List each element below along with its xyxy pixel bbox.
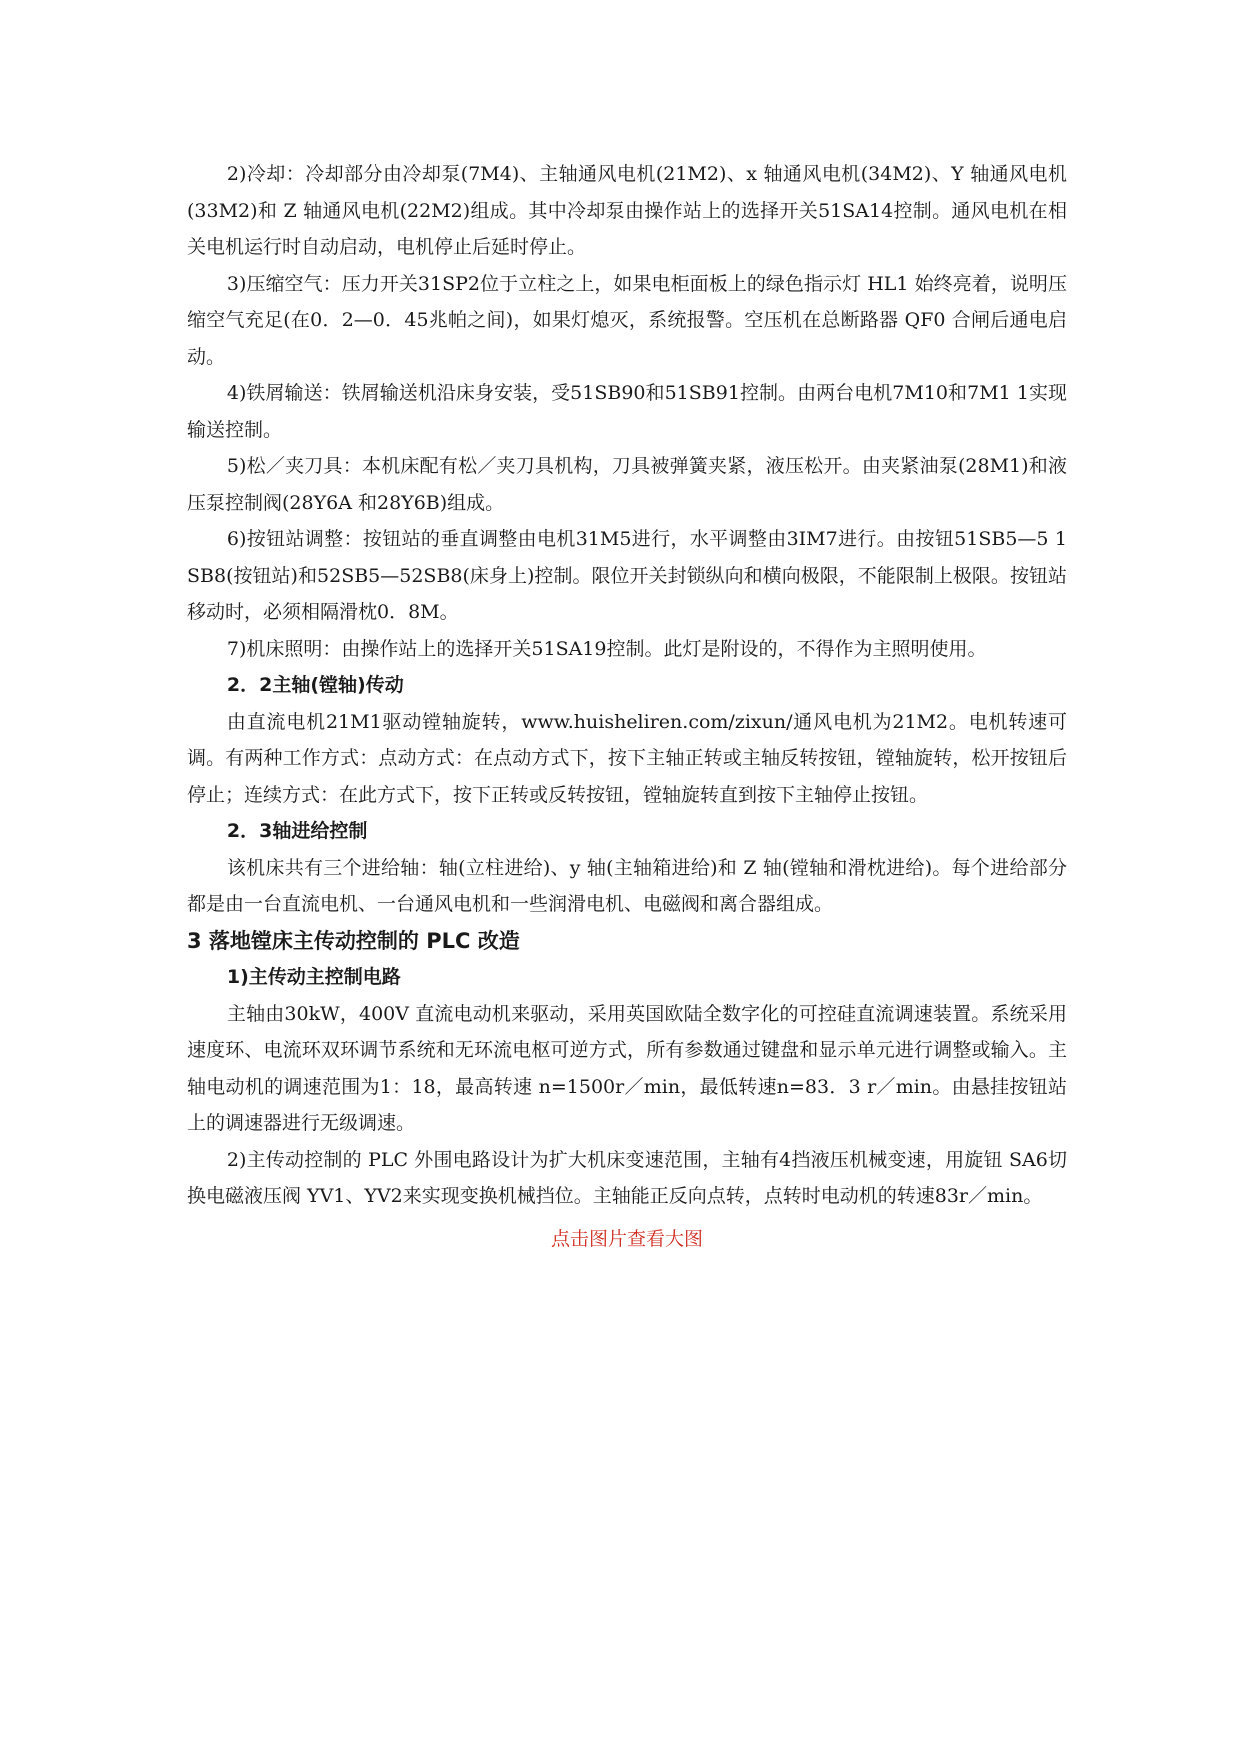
section-heading-2-3: 2．3轴进给控制: [226, 820, 368, 842]
view-large-image-link[interactable]: 点击图片查看大图: [550, 1227, 703, 1250]
paragraph-cooling: 2)冷却：冷却部分由冷却泵(7M4)、主轴通风电机(21M2)、x 轴通风电机(34M2)、Y 轴通风电机(33M2)和 Z 轴通风电机(22M2)组成。其中冷却泵由操作站上的选择开关51SA14控制。通风电机在相关电机运行时自动启动，电机停止后延时停止。: [187, 163, 1067, 258]
paragraph-feed-axes: 该机床共有三个进给轴：轴(立柱进给)、y 轴(主轴箱进给)和 Z 轴(镗轴和滑枕进给)。每个进给部分都是由一台直流电机、一台通风电机和一些润滑电机、电磁阀和离合器组成。: [187, 856, 1067, 915]
paragraph-tool-clamp: 5)松／夹刀具：本机床配有松／夹刀具机构，刀具被弹簧夹紧，液压松开。由夹紧油泵(28M1)和液压泵控制阀(28Y6A 和28Y6B)组成。: [187, 455, 1067, 514]
paragraph-lighting: 7)机床照明：由操作站上的选择开关51SA19控制。此灯是附设的，不得作为主照明使用。: [226, 637, 987, 660]
paragraph-plc-circuit: 2)主传动控制的 PLC 外围电路设计为扩大机床变速范围，主轴有4挡液压机械变速，用旋钮 SA6切换电磁液压阀 YV1、YV2来实现变换机械挡位。主轴能正反向点转，点转时电动机的转速83r／min。: [187, 1148, 1067, 1207]
paragraph-spindle-drive: 由直流电机21M1驱动镗轴旋转，www.huisheliren.com/zixun/通风电机为21M2。电机转速可调。有两种工作方式：点动方式：在点动方式下，按下主轴正转或主轴反转按钮，镗轴旋转，松开按钮后停止；连续方式：在此方式下，按下正转或反转按钮，镗轴旋转直到按下主轴停止按钮。: [187, 710, 1067, 806]
paragraph-chip-conveyor: 4)铁屑输送：铁屑输送机沿床身安装，受51SB90和51SB91控制。由两台电机7M10和7M1 1实现输送控制。: [187, 382, 1067, 441]
view-large-image-line: [187, 1221, 1067, 1258]
subsection-heading-main-circuit: 1)主传动主控制电路: [226, 966, 401, 988]
paragraph-main-motor: 主轴由30kW，400V 直流电动机来驱动，采用英国欧陆全数字化的可控硅直流调速装置。系统采用速度环、电流环双环调节系统和无环流电枢可逆方式，所有参数通过键盘和显示单元进行调整或输入。主轴电动机的调速范围为1：18，最高转速 n=1500r／min，最低转速n=83．3 r／min。由悬挂按钮站上的调速器进行无级调速。: [187, 1002, 1067, 1134]
document-body: [187, 156, 1067, 1257]
section-heading-3: 3 落地镗床主传动控制的 PLC 改造: [187, 928, 520, 953]
paragraph-compressed-air: 3)压缩空气：压力开关31SP2位于立柱之上，如果电柜面板上的绿色指示灯 HL1 始终亮着，说明压缩空气充足(在0．2—0．45兆帕之间)，如果灯熄灭，系统报警。空压机在总断路器 QF0 合闸后通电启动。: [187, 272, 1067, 368]
paragraph-button-station: 6)按钮站调整：按钮站的垂直调整由电机31M5进行，水平调整由3IM7进行。由按钮51SB5—5 1 SB8(按钮站)和52SB5—52SB8(床身上)控制。限位开关封锁纵向和横向极限，不能限制上极限。按钮站移动时，必须相隔滑枕0．8M。: [187, 528, 1067, 623]
section-heading-2-2: 2．2主轴(镗轴)传动: [226, 674, 404, 696]
